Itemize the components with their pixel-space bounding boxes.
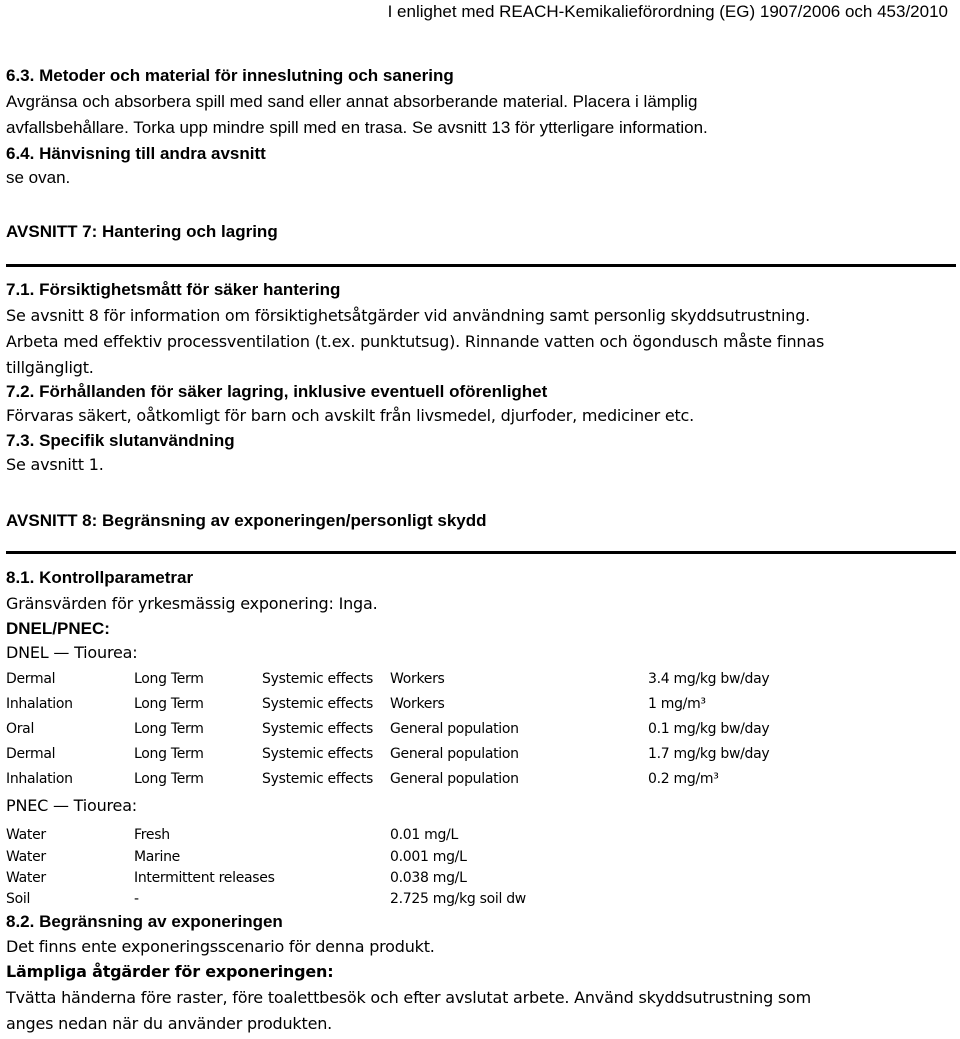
exposure-limits-text: Gränsvärden för yrkesmässig exponering: Inga. <box>6 594 378 613</box>
dnel-route: Inhalation <box>6 771 73 787</box>
section-6-4-heading: 6.4. Hänvisning till andra avsnitt <box>6 144 266 163</box>
dnel-route: Oral <box>6 721 35 737</box>
dnel-population: Workers <box>390 671 445 687</box>
dnel-population: General population <box>390 746 519 762</box>
section-8-1-heading: 8.1. Kontrollparametrar <box>6 568 194 587</box>
section-7-3-heading: 7.3. Specifik slutanvändning <box>6 431 235 450</box>
pnec-compartment: Soil <box>6 891 31 907</box>
pnec-compartment: Water <box>6 827 46 843</box>
dnel-effect: Systemic effects <box>262 721 374 737</box>
pnec-type: Marine <box>134 849 180 865</box>
section-7-title: AVSNITT 7: Hantering och lagring <box>6 222 278 241</box>
dnel-duration: Long Term <box>134 696 204 712</box>
section-7-2-heading: 7.2. Förhållanden för säker lagring, inklusive eventuell oförenlighet <box>6 382 548 401</box>
pnec-value: 0.01 mg/L <box>390 827 458 843</box>
dnel-duration: Long Term <box>134 721 204 737</box>
regulation-header: I enlighet med REACH-Kemikalieförordning (EG) 1907/2006 och 453/2010 <box>387 2 948 21</box>
section-7-1-line-2: Arbeta med effektiv processventilation (t.ex. punktutsug). Rinnande vatten och ögondusch måste finnas <box>6 332 825 351</box>
section-7-1-line-3: tillgängligt. <box>6 358 94 377</box>
section-8-divider <box>6 551 956 554</box>
dnel-duration: Long Term <box>134 771 204 787</box>
section-8-title: AVSNITT 8: Begränsning av exponeringen/personligt skydd <box>6 511 487 530</box>
dnel-value: 1.7 mg/kg bw/day <box>648 746 770 762</box>
pnec-compartment: Water <box>6 849 46 865</box>
pnec-value: 2.725 mg/kg soil dw <box>390 891 526 907</box>
section-8-2-text: Det finns ente exponeringsscenario för denna produkt. <box>6 937 435 956</box>
dnel-population: General population <box>390 721 519 737</box>
dnel-route: Dermal <box>6 746 56 762</box>
section-7-2-text: Förvaras säkert, oåtkomligt för barn och avskilt från livsmedel, djurfoder, mediciner etc. <box>6 406 695 425</box>
measures-line-1: Tvätta händerna före raster, före toalettbesök och efter avslutat arbete. Använd skyddsutrustning som <box>6 988 812 1007</box>
dnel-effect: Systemic effects <box>262 771 374 787</box>
dnel-title: DNEL — Tiourea: <box>6 643 138 662</box>
section-7-1-line-1: Se avsnitt 8 för information om försiktighetsåtgärder vid användning samt personlig skyddsutrustning. <box>6 306 811 325</box>
dnel-population: General population <box>390 771 519 787</box>
section-6-3-line-2: avfallsbehållare. Torka upp mindre spill med en trasa. Se avsnitt 13 för ytterligare information. <box>6 118 708 137</box>
measures-line-2: anges nedan när du använder produkten. <box>6 1014 333 1033</box>
dnel-route: Dermal <box>6 671 56 687</box>
measures-heading: Lämpliga åtgärder för exponeringen: <box>6 962 334 981</box>
pnec-compartment: Water <box>6 870 46 886</box>
dnel-effect: Systemic effects <box>262 671 374 687</box>
dnel-route: Inhalation <box>6 696 73 712</box>
dnel-population: Workers <box>390 696 445 712</box>
pnec-type: Intermittent releases <box>134 870 275 886</box>
pnec-value: 0.001 mg/L <box>390 849 467 865</box>
dnel-effect: Systemic effects <box>262 696 374 712</box>
pnec-title: PNEC — Tiourea: <box>6 796 137 815</box>
section-8-2-heading: 8.2. Begränsning av exponeringen <box>6 912 283 931</box>
section-7-3-text: Se avsnitt 1. <box>6 455 104 474</box>
dnel-pnec-heading: DNEL/PNEC: <box>6 619 110 638</box>
section-7-divider <box>6 264 956 267</box>
dnel-effect: Systemic effects <box>262 746 374 762</box>
pnec-type: - <box>134 891 139 907</box>
section-6-3-heading: 6.3. Metoder och material för inneslutning och sanering <box>6 66 454 85</box>
section-6-3-line-1: Avgränsa och absorbera spill med sand eller annat absorberande material. Placera i lämplig <box>6 92 698 111</box>
dnel-value: 1 mg/m³ <box>648 696 706 712</box>
pnec-type: Fresh <box>134 827 170 843</box>
pnec-value: 0.038 mg/L <box>390 870 467 886</box>
dnel-value: 0.1 mg/kg bw/day <box>648 721 770 737</box>
dnel-value: 0.2 mg/m³ <box>648 771 719 787</box>
dnel-value: 3.4 mg/kg bw/day <box>648 671 770 687</box>
section-7-1-heading: 7.1. Försiktighetsmått för säker hantering <box>6 280 341 299</box>
dnel-duration: Long Term <box>134 671 204 687</box>
dnel-duration: Long Term <box>134 746 204 762</box>
section-6-4-text: se ovan. <box>6 168 71 187</box>
